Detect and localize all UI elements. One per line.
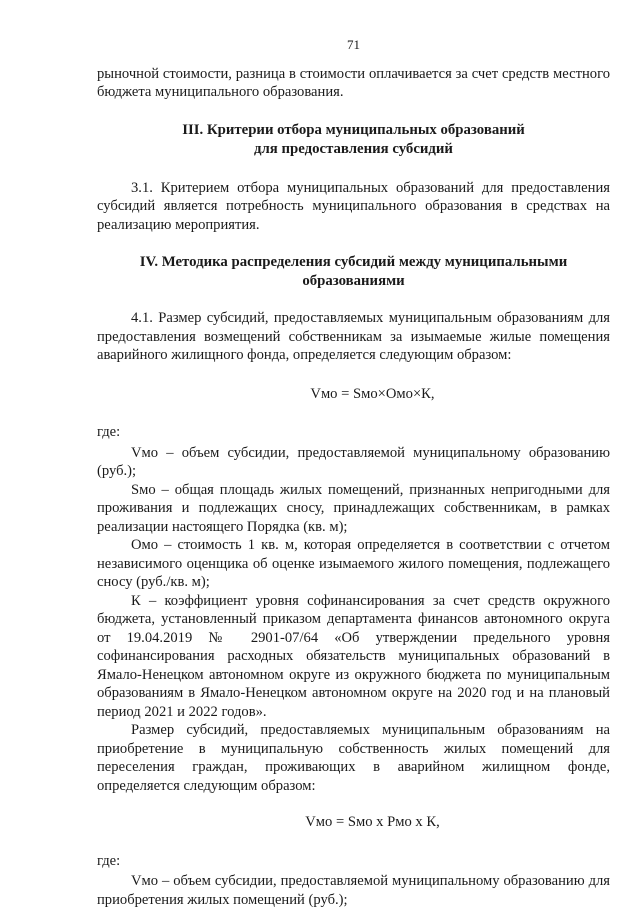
where-label-1: где: <box>97 424 121 440</box>
definition-k-1: К – коэффициент уровня софинансирования за счет средств окружного бюджета, установленный приказом департамента финансов автономного округа от 19.04.2019 № 2901-07/64 «Об утверждении предельного уровня софинансирования расходных обязательств муниципальных образований в Ямало-Ненецком автономном округе из окружного бюджета по муниципальным образованиям в Ямало-Ненецком автономном округе на 2020 год и на плановый период 2021 и 2022 годов». <box>97 592 610 720</box>
formula-2: Vмо = Sмо х Рмо х К, <box>305 814 440 830</box>
definition-s-1: Sмо – общая площадь жилых помещений, признанных непригодными для проживания и подлежащих сносу, принадлежащих собственникам, в рамках реализации настоящего Порядка (кв. м); <box>97 481 610 535</box>
formula-1: Vмо = Sмо×Омо×К, <box>310 385 435 402</box>
section-4-heading-line-1: IV. Методика распределения субсидий между муниципальными <box>139 254 568 270</box>
paragraph-subsidy-size-2: Размер субсидий, предоставляемых муниципальным образованиям на приобретение в муниципальную собственность жилых помещений для переселения граждан, проживающих в аварийном жилищном фонде, определяется следующим образом: <box>97 722 610 794</box>
definition-v-1: Vмо – объем субсидии, предоставляемой муниципальному образованию (руб.); <box>97 444 610 479</box>
paragraph-3-1: 3.1. Критерием отбора муниципальных образований для предоставления субсидий является потребность муниципального образования в средствах на реализацию мероприятия. <box>97 179 610 233</box>
definition-o-1: Омо – стоимость 1 кв. м, которая определяется в соответствии с отчетом независимого оценщика об оценке изымаемого жилого помещения, подлежащего сносу (руб./кв. м); <box>97 537 610 590</box>
section-3-heading <box>97 121 610 159</box>
page-number: 71 <box>347 37 360 52</box>
section-3-heading-line-2: для предоставления субсидий <box>254 140 453 157</box>
paragraph-continuation: рыночной стоимости, разница в стоимости оплачивается за счет средств местного бюджета муниципального образования. <box>97 65 610 100</box>
section-4-heading <box>97 253 610 291</box>
paragraph-4-1: 4.1. Размер субсидий, предоставляемых муниципальным образованиям для предоставления возмещений собственникам за изымаемые жилые помещения аварийного жилищного фонда, определяется следующим образом: <box>97 310 610 363</box>
where-label-2: где: <box>97 852 121 869</box>
section-3-heading-line-1: III. Критерии отбора муниципальных образований <box>182 121 525 138</box>
document-page <box>97 36 610 909</box>
section-4-heading-line-2: образованиями <box>302 273 405 289</box>
definition-v-2: Vмо – объем субсидии, предоставляемой муниципальному образованию для приобретения жилых помещений (руб.); <box>97 873 610 908</box>
